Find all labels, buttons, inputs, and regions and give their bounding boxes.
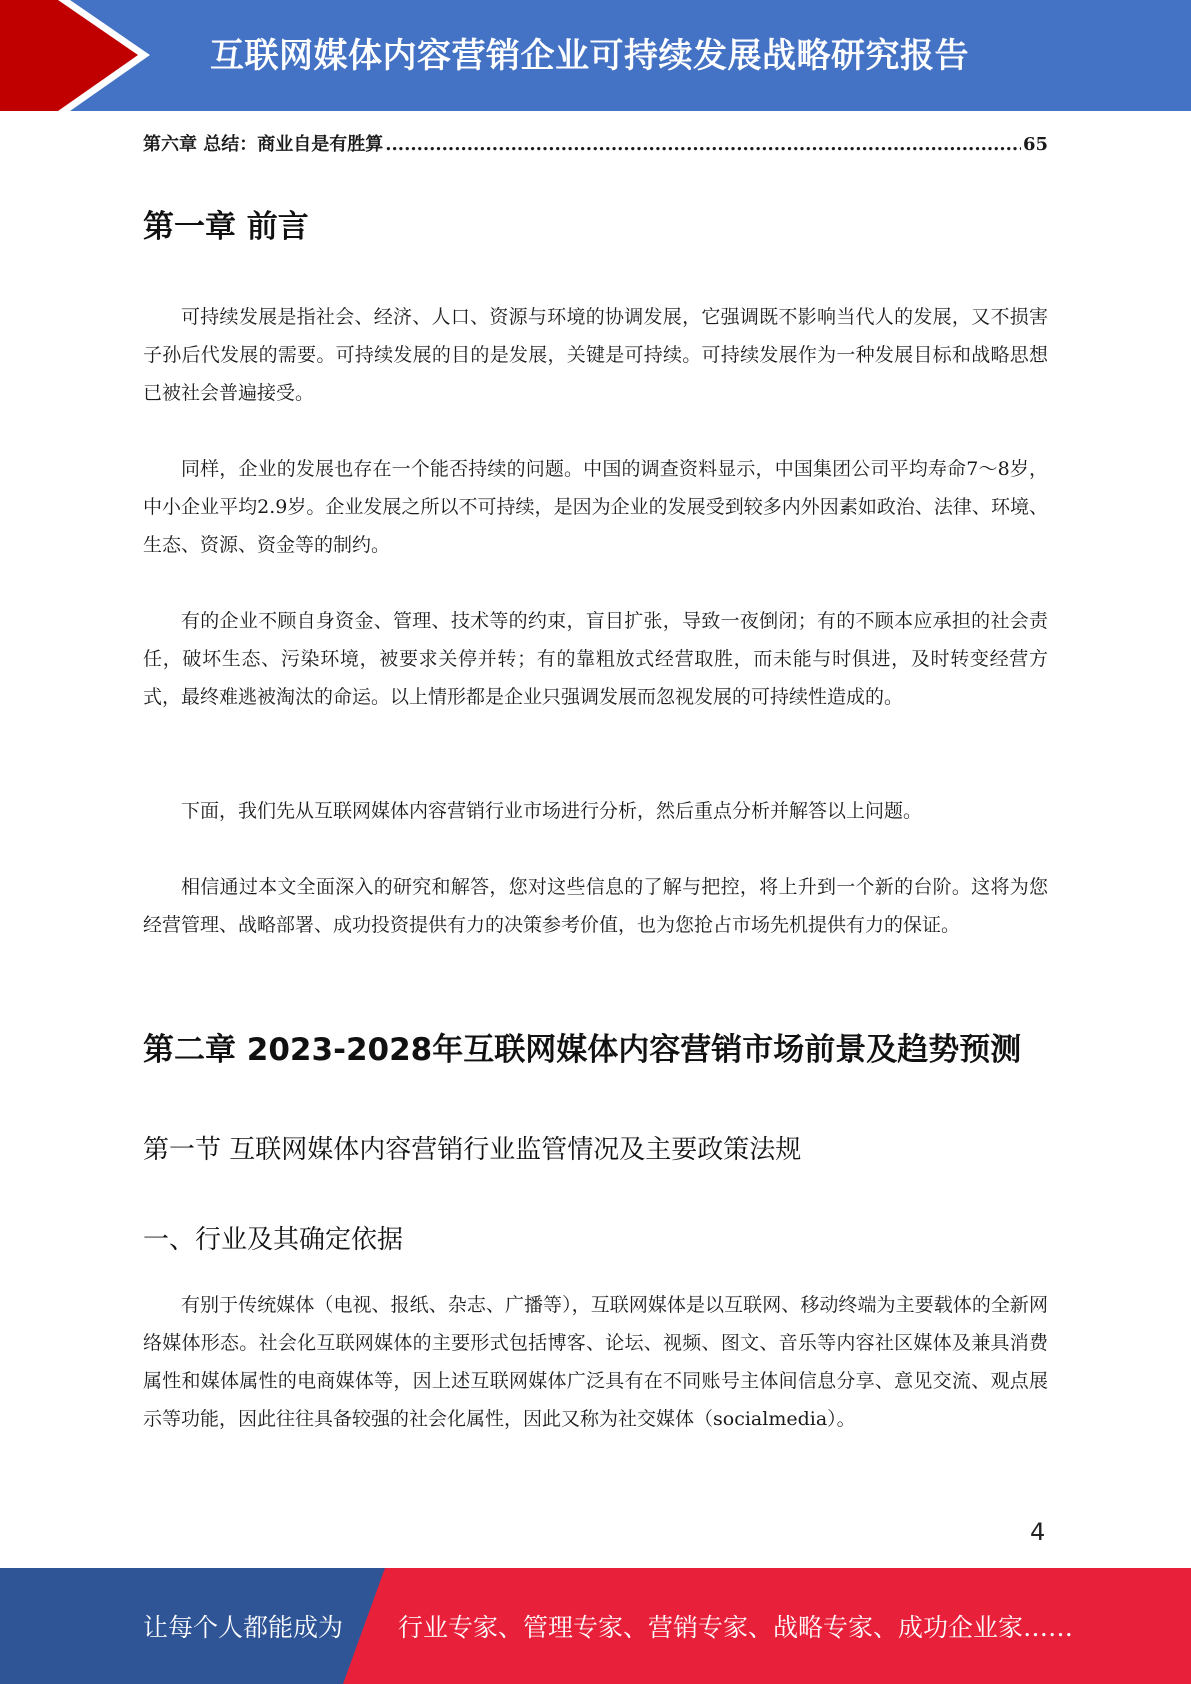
paragraph: 可持续发展是指社会、经济、人口、资源与环境的协调发展，它强调既不影响当代人的发展，又不损害子孙后代发展的需要。可持续发展的目的是发展，关键是可持续。可持续发展作为一种发展目标和战略思想已被社会普遍接受。 [143,306,1048,404]
toc-entry-page: 65 [1022,134,1048,155]
chapter-2-heading: 第二章 2023-2028年互联网媒体内容营销市场前景及趋势预测 [143,1032,1022,1068]
header-arrow-decoration [0,0,160,111]
toc-leader-dots [385,134,1021,155]
footer-slogan-right: 行业专家、管理专家、营销专家、战略专家、成功企业家…… [398,1613,1074,1642]
footer-slogan-left: 让每个人都能成为 [143,1613,344,1642]
toc-entry[interactable] [143,130,1048,156]
footer-banner [0,1568,1191,1684]
chapter-1-heading: 第一章 前言 [143,209,309,245]
paragraph: 相信通过本文全面深入的研究和解答，您对这些信息的了解与把控，将上升到一个新的台阶。这将为您经营管理、战略部署、成功投资提供有力的决策参考价值，也为您抢占市场先机提供有力的保证。 [143,876,1048,936]
paragraph: 有别于传统媒体（电视、报纸、杂志、广播等），互联网媒体是以互联网、移动终端为主要载体的全新网络媒体形态。社会化互联网媒体的主要形式包括博客、论坛、视频、图文、音乐等内容社区媒体及兼具消费属性和媒体属性的电商媒体等，因上述互联网媒体广泛具有在不同账号主体间信息分享、意见交流、观点展示等功能，因此往往具备较强的社会化属性，因此又称为社交媒体（socialmedia）。 [143,1294,1048,1430]
toc-entry-label: 第六章 总结：商业自是有胜算 [143,134,384,155]
subsection-heading: 一、行业及其确定依据 [143,1225,404,1255]
paragraph: 同样，企业的发展也存在一个能否持续的问题。中国的调查资料显示，中国集团公司平均寿命7～8岁，中小企业平均2.9岁。企业发展之所以不可持续，是因为企业的发展受到较多内外因素如政治、法律、环境、生态、资源、资金等的制约。 [143,458,1048,556]
paragraph: 下面，我们先从互联网媒体内容营销行业市场进行分析，然后重点分析并解答以上问题。 [181,800,923,822]
paragraph: 有的企业不顾自身资金、管理、技术等的约束，盲目扩张，导致一夜倒闭；有的不顾本应承担的社会责任，破坏生态、污染环境，被要求关停并转；有的靠粗放式经营取胜，而未能与时俱进，及时转变经营方式，最终难逃被淘汰的命运。以上情形都是企业只强调发展而忽视发展的可持续性造成的。 [143,610,1048,708]
report-title: 互联网媒体内容营销企业可持续发展战略研究报告 [210,36,969,76]
header-banner [0,0,1191,111]
section-heading: 第一节 互联网媒体内容营销行业监管情况及主要政策法规 [143,1135,802,1165]
page-number: 4 [1030,1518,1046,1546]
